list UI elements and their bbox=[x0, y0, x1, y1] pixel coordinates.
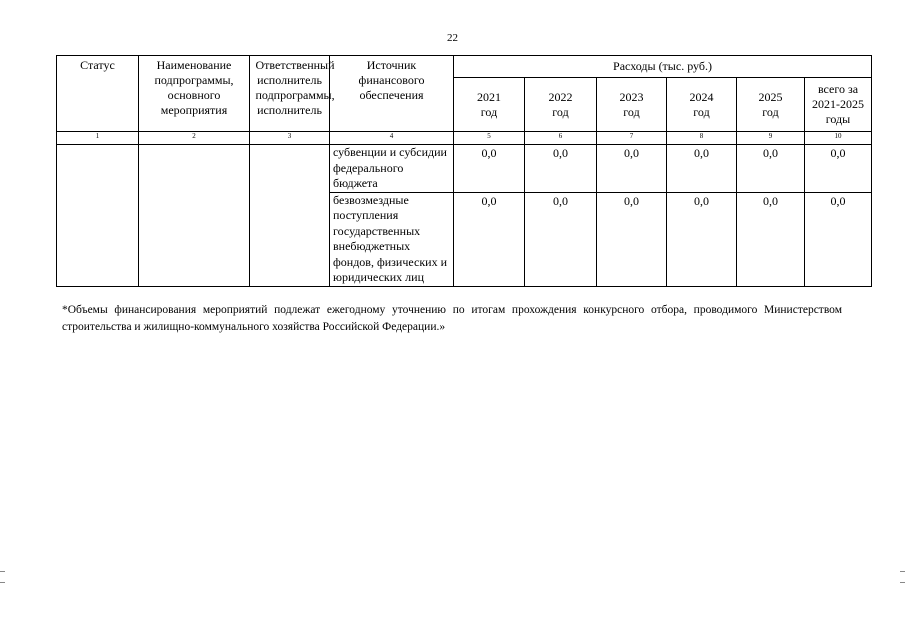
scan-edge-mark bbox=[0, 582, 5, 583]
column-numbers-row bbox=[57, 132, 872, 145]
source-cell: безвозмездные поступления государственных внебюджетных фондов, физических и юридических лиц bbox=[330, 192, 454, 286]
header-total-text: всего за 2021-2025 годы bbox=[812, 82, 864, 126]
header-name bbox=[139, 56, 250, 132]
value-cell: 0,0 bbox=[525, 145, 597, 193]
header-year-2022-text: 2022 год bbox=[548, 89, 573, 119]
value-cell: 0,0 bbox=[737, 145, 805, 193]
value-cell: 0,0 bbox=[597, 192, 667, 286]
header-row-1 bbox=[57, 56, 872, 78]
column-number: 2 bbox=[139, 132, 250, 145]
page-number: 22 bbox=[447, 32, 458, 44]
header-responsible bbox=[250, 56, 335, 132]
header-year-2022 bbox=[525, 78, 597, 132]
responsible-cell bbox=[250, 145, 330, 287]
value-cell: 0,0 bbox=[667, 145, 737, 193]
value-cell: 0,0 bbox=[454, 192, 525, 286]
column-number: 1 bbox=[57, 132, 139, 145]
value-cell: 0,0 bbox=[805, 145, 872, 193]
column-number: 6 bbox=[525, 132, 597, 145]
status-cell bbox=[57, 145, 139, 287]
column-number: 5 bbox=[454, 132, 525, 145]
column-number: 8 bbox=[667, 132, 737, 145]
scan-edge-mark bbox=[0, 571, 5, 572]
name-cell bbox=[139, 145, 250, 287]
header-year-2023 bbox=[597, 78, 667, 132]
scan-edge-mark bbox=[900, 582, 905, 583]
value-cell: 0,0 bbox=[667, 192, 737, 286]
financing-table bbox=[56, 55, 872, 287]
header-source bbox=[330, 56, 454, 132]
header-expenses: Расходы (тыс. руб.) bbox=[454, 56, 872, 78]
header-year-2024 bbox=[667, 78, 737, 132]
header-source-text: Источник финансового обеспечения bbox=[358, 58, 425, 102]
value-cell: 0,0 bbox=[454, 145, 525, 193]
header-total bbox=[805, 78, 872, 132]
column-number: 4 bbox=[330, 132, 454, 145]
column-number: 10 bbox=[805, 132, 872, 145]
scan-edge-mark bbox=[900, 571, 905, 572]
header-year-2021 bbox=[454, 78, 525, 132]
column-number: 7 bbox=[597, 132, 667, 145]
header-year-2025 bbox=[737, 78, 805, 132]
value-cell: 0,0 bbox=[525, 192, 597, 286]
header-year-2024-text: 2024 год bbox=[689, 89, 714, 119]
footnote: *Объемы финансирования мероприятий подлежат ежегодному уточнению по итогам прохождения конкурсного отбора, проводимого Министерством строительства и жилищно-коммунального хозяйства Российской Федерации.» bbox=[62, 304, 842, 333]
header-year-2023-text: 2023 год bbox=[619, 89, 644, 119]
value-cell: 0,0 bbox=[737, 192, 805, 286]
value-cell: 0,0 bbox=[597, 145, 667, 193]
header-name-text: Наименование подпрограммы, основного мероприятия bbox=[154, 58, 234, 117]
value-cell: 0,0 bbox=[805, 192, 872, 286]
column-number: 3 bbox=[250, 132, 330, 145]
table-row-federal bbox=[57, 145, 872, 193]
source-cell: субвенции и субсидии федерального бюджета bbox=[330, 145, 454, 193]
column-number: 9 bbox=[737, 132, 805, 145]
header-responsible-text: Ответственный исполнитель подпрограммы, исполнитель bbox=[255, 58, 335, 117]
header-status: Статус bbox=[57, 56, 139, 132]
header-year-2025-text: 2025 год bbox=[758, 89, 783, 119]
header-year-2021-text: 2021 год bbox=[477, 89, 501, 119]
